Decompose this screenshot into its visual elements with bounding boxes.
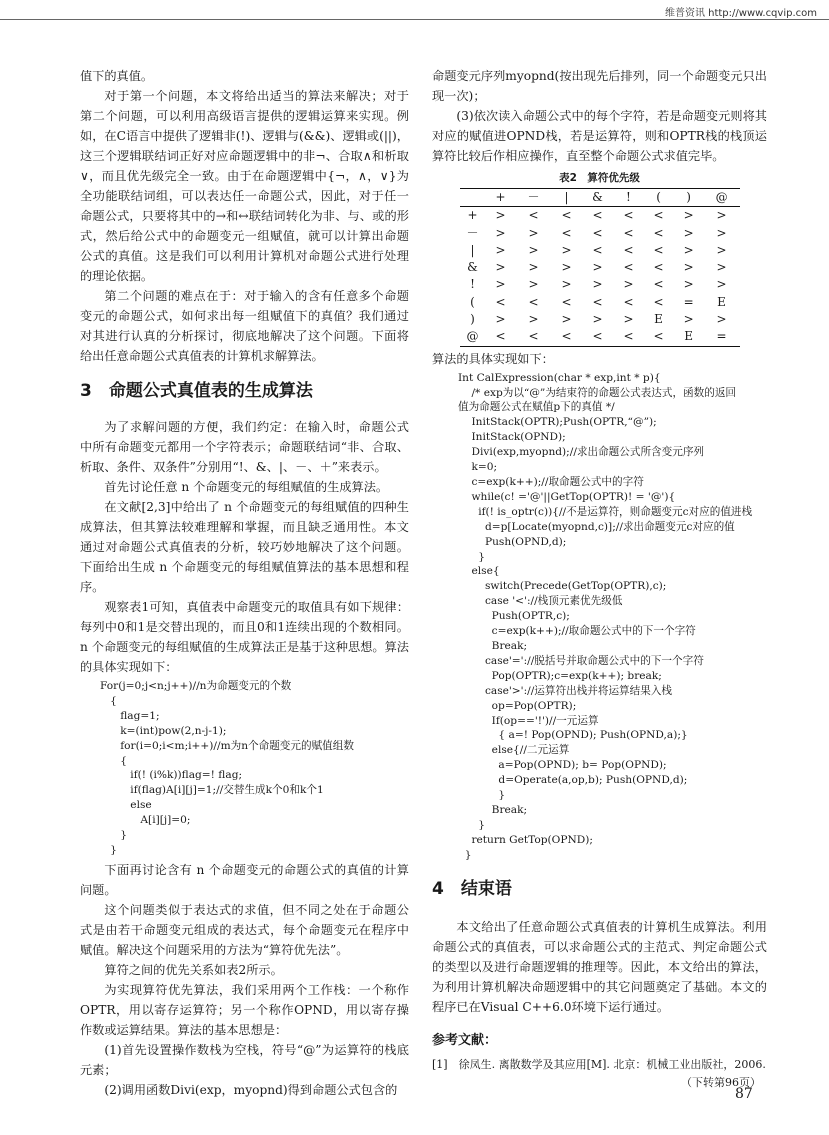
table-row — [460, 225, 740, 242]
table-cell: > — [683, 260, 694, 275]
table-row-header: @ — [466, 329, 479, 344]
paragraph: 首先讨论任意 n 个命题变元的每组赋值的生成算法。 — [104, 480, 389, 494]
table-row — [460, 328, 740, 346]
paragraph: 为了求解问题的方便，我们约定：在输入时，命题公式中所有命题变元都用一个字符表示；命题联结词“非、合取、析取、条件、双条件”分别用“!、&、|、－、＋”来表示。 — [80, 420, 409, 474]
paragraph: 第二个问题的难点在于：对于输入的含有任意多个命题变元的命题公式，如何求出每一组赋值下的真值？我们通过对其进行认真的分析探讨，彻底地解决了这个问题。下面将给出任意命题公式真值表的计算机求解算法。 — [80, 289, 409, 363]
table-header-cell: | — [551, 189, 581, 207]
paragraph: 值下的真值。 — [80, 69, 154, 83]
table-cell: < — [592, 208, 603, 223]
table-header-cell: ) — [674, 189, 704, 207]
table-body — [460, 207, 740, 346]
table-cell: > — [495, 277, 506, 292]
table-row — [460, 207, 740, 225]
conclusion-paragraph: 本文给出了任意命题公式真值表的计算机生成算法。利用命题公式的真值表，可以求命题公式的主范式、判定命题公式的类型以及进行命题逻辑的推理等。因此，本文给出的算法，为利用计算机解决命题逻辑中的其它问题奠定了基础。本文的程序已在Visual C++6.0环境下运行通过。 — [432, 919, 767, 1014]
table-cell: > — [683, 277, 694, 292]
table-cell: < — [592, 329, 603, 344]
table-cell: > — [683, 312, 694, 327]
table-cell: < — [653, 329, 664, 344]
references-title: 参考文献： — [432, 1032, 498, 1048]
reference-item: [1] 徐凤生. 离散数学及其应用[M]. 北京：机械工业出版社，2006. — [432, 1057, 766, 1071]
table-cell: < — [528, 294, 539, 309]
table-cell: < — [561, 294, 572, 309]
table-cell: > — [716, 277, 727, 292]
table-cell: > — [683, 225, 694, 240]
paragraph: 算符之间的优先关系如表2所示。 — [104, 962, 283, 977]
table-cell: < — [592, 294, 603, 309]
table-cell: E — [717, 294, 726, 309]
table-header-cell: @ — [704, 189, 740, 207]
table-header-cell: & — [582, 189, 614, 207]
table-header-cell — [460, 189, 486, 207]
table-cell: < — [623, 260, 634, 275]
table-cell: < — [653, 277, 664, 292]
paragraph: 对于第一个问题，本文将给出适当的算法来解决；对于第二个问题，可以利用高级语言提供的逻辑运算来实现。例如，在C语言中提供了逻辑非(!)、逻辑与(&&)、逻辑或(||)，这三个逻辑联结词正好对应命题逻辑中的非¬、合取∧和析取∨，而且优先级完全一致。由于在命题逻辑中{¬，∧，∨}为全功能联结词组，可以表达任一命题公式，因此，对于任一命题公式，只要将其中的→和↔联结词转化为非、与、或的形式，然后给公式中的命题变元一组赋值，就可以计算出命题公式的真值。这是我们可以利用计算机对命题公式进行处理的理论依据。 — [80, 89, 409, 283]
table-header-cell: ( — [644, 189, 674, 207]
table-cell: < — [623, 294, 634, 309]
continued-note: （下转第96页） — [681, 1075, 761, 1089]
table-row-header: & — [467, 260, 478, 275]
table-cell: > — [716, 242, 727, 257]
table-cell: < — [623, 329, 634, 344]
table-cell: > — [623, 312, 634, 327]
table-row-header: ( — [470, 294, 475, 309]
table-cell: > — [623, 277, 634, 292]
table-cell: < — [592, 225, 603, 240]
page-number: 87 — [735, 1086, 753, 1102]
table-row-header: ! — [470, 277, 475, 292]
table-cell: > — [683, 242, 694, 257]
table-cell: < — [653, 242, 664, 257]
table-cell: > — [716, 260, 727, 275]
table-row — [460, 259, 740, 276]
paragraph: 下面再讨论含有 n 个命题变元的命题公式的真值的计算问题。 — [80, 862, 409, 897]
table-cell: < — [561, 329, 572, 344]
paragraph: (3)依次读入命题公式中的每个字符，若是命题变元则将其对应的赋值进OPND栈，若是运算符，则和OPTR栈的栈顶运算符比较后作相应操作，直至整个命题公式求值完毕。 — [432, 109, 767, 163]
paragraph: 观察表1可知，真值表中命题变元的取值具有如下规律：每列中0和1是交替出现的，而且0和1连续出现的个数相同。n 个命题变元的每组赋值的生成算法正是基于这种思想。算法的具体实现如下： — [80, 600, 409, 674]
table-cell: > — [528, 225, 539, 240]
table-cell: > — [528, 260, 539, 275]
table-cell: > — [528, 277, 539, 292]
table-row — [460, 311, 740, 328]
table-cell: > — [495, 225, 506, 240]
paragraph: 为实现算符优先算法，我们采用两个工作栈：一个称作OPTR，用以寄存运算符；另一个称作OPND，用以寄存操作数或运算结果。算法的基本思想是： — [80, 982, 409, 1037]
table-cell: > — [561, 277, 572, 292]
table-cell: > — [592, 312, 603, 327]
paragraph: (1)首先设置操作数栈为空栈，符号“@”为运算符的栈底元素； — [80, 1042, 409, 1077]
table-row-header: | — [470, 242, 475, 257]
table-cell: < — [653, 294, 664, 309]
table-cell: > — [495, 242, 506, 257]
table-cell: < — [528, 329, 539, 344]
table-header-cell: － — [516, 189, 552, 207]
paragraph: (2)调用函数Divi(exp，myopnd)得到命题公式包含的 — [104, 1082, 398, 1097]
table-cell: > — [592, 260, 603, 275]
table-row — [460, 294, 740, 311]
table-caption: 表2 算符优先级 — [559, 172, 640, 184]
table-row-header: － — [466, 225, 479, 240]
table-cell: < — [561, 225, 572, 240]
calexpression-code-block: Int CalExpression(char * exp,int * p){ /* exp为以“@”为结束符的命题公式表达式，函数的返回 值为命题公式在赋值p下的真值 */ InitStack(OPTR);Push(OPTR,“@”); InitStack(OPND); Divi(exp,myopnd);//求出命题公式所含变元序列 k=0; c=exp(k++);//取命题公式中的字符 while(c! ='@'||GetTop(OPTR)! = '@'){ if(! is_optr(c)){//不是运算符，则命题变元c对应的值进栈 d=p[Locate(myopnd,c)];//求出命题变元c对应的值 Push(OPND,d); } else{ switch(Precede(GetTop(OPTR),c); case '<'://栈顶元素优先级低 Push(OPTR,c); c=exp(k++);//取命题公式中的下一个字符 Break; case'='://脱括号并取命题公式中的下一个字符 Pop(OPTR);c=exp(k++); break; case'>'://运算符出栈并将运算结果入栈 op=Pop(OPTR); If(op=='!')//一元运算 { a=! Pop(OPND); Push(OPND,a);} else{//二元运算 a=Pop(OPND); b= Pop(OPND); d=Operate(a,op,b); Push(OPND,d); } Break; } return GetTop(OPND); } — [458, 371, 753, 861]
precedence-table — [460, 188, 740, 347]
table-cell: E — [654, 312, 663, 327]
page-header: 维普资讯 http://www.cqvip.com — [664, 8, 817, 19]
paragraph: 在文献[2,3]中给出了 n 个命题变元的每组赋值的四种生成算法，但其算法较难理解和掌握，而且缺乏通用性。本文通过对命题公式真值表的分析，较巧妙地解决了这个问题。下面给出生成 n 个命题变元的每组赋值算法的基本思想和程序。 — [80, 500, 409, 594]
section-4-heading: 4 结束语 — [432, 878, 512, 899]
table-cell: < — [561, 208, 572, 223]
table-cell: > — [561, 260, 572, 275]
table-cell: > — [592, 277, 603, 292]
table-cell: < — [623, 225, 634, 240]
section-3-heading: 3 命题公式真值表的生成算法 — [80, 381, 313, 401]
table-header-row — [460, 189, 740, 207]
table-row — [460, 276, 740, 293]
table-cell: > — [716, 225, 727, 240]
table-header-cell: + — [486, 189, 516, 207]
table-row — [460, 242, 740, 259]
table-row-header: ) — [470, 312, 475, 327]
table-cell: < — [592, 242, 603, 257]
table-cell: < — [623, 242, 634, 257]
table-cell: > — [495, 208, 506, 223]
references — [432, 1029, 767, 1092]
table-cell: < — [653, 208, 664, 223]
paragraph: 这个问题类似于表达式的求值，但不同之处在于命题公式是由若干命题变元组成的表达式，每个命题变元在程序中赋值。解决这个问题采用的方法为“算符优先法”。 — [80, 902, 409, 957]
table-cell: > — [561, 242, 572, 257]
assignment-code-block: For(j=0;j<n;j++)//n为命题变元的个数 { flag=1; k=(int)pow(2,n-j-1); for(i=0;i<m;i++)//m为n个命题变元的赋值组数 { if(! (i%k))flag=! flag; if(flag)A[i][j]=1;//交替生成k个0和k个1 else A[i][j]=0; } } — [100, 680, 354, 856]
table-cell: < — [653, 225, 664, 240]
table-cell: > — [495, 312, 506, 327]
table-cell: > — [716, 312, 727, 327]
table-header-cell: ! — [613, 189, 643, 207]
table-cell: > — [528, 312, 539, 327]
table-cell: = — [683, 294, 694, 309]
table-cell: < — [653, 260, 664, 275]
table-cell: > — [495, 260, 506, 275]
paragraph: 命题变元序列myopnd(按出现先后排列，同一个命题变元只出现一次)； — [432, 69, 767, 103]
table-cell: < — [528, 208, 539, 223]
table-row-header: + — [467, 208, 478, 223]
table-cell: < — [495, 329, 506, 344]
table-cell: < — [495, 294, 506, 309]
table-cell: = — [716, 329, 727, 344]
table-cell: < — [623, 208, 634, 223]
table-cell: > — [716, 208, 727, 223]
left-column — [80, 66, 409, 1100]
header-rule — [0, 19, 829, 20]
right-column — [432, 66, 767, 1092]
table-cell: > — [561, 312, 572, 327]
table-cell: > — [683, 208, 694, 223]
table-cell: > — [528, 242, 539, 257]
algo-intro: 算法的具体实现如下： — [432, 351, 554, 366]
table-cell: E — [684, 329, 693, 344]
